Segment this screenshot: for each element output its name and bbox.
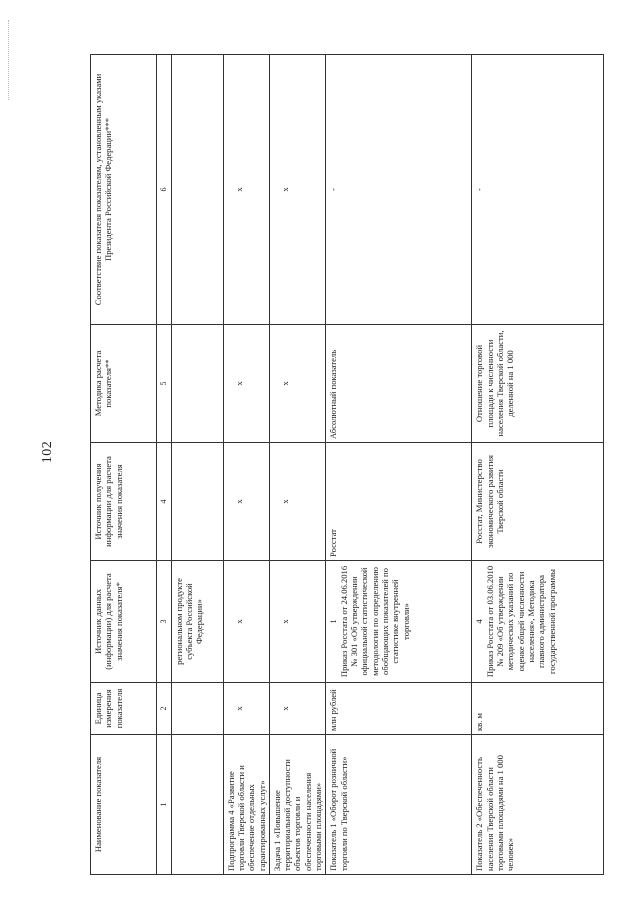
cell-source-text: Приказ Росстата от 24.06.2016 № 301 «Об утверждении официальной статистической методологии по определению обобщающих показателей по статистике внутренней торговли» (338, 565, 411, 678)
rotated-table-container (90, 55, 557, 875)
cell-mark: x (279, 499, 290, 504)
col-number: 3 (157, 561, 172, 683)
cell-mark: - (474, 188, 485, 191)
cell-data-source: региональном продукте субъекта Российской Федерации» (171, 561, 223, 683)
cell-compliance (171, 55, 223, 325)
col-number: 1 (157, 735, 172, 875)
cell-mark: x (233, 381, 244, 386)
header-indicator-name: Наименование показателя (91, 735, 157, 875)
cell-data-source (223, 561, 269, 683)
header-info-source: Источник получения информации для расчета значения показателя (91, 443, 157, 561)
header-data-source: Источник данных (информации) для расчета значения показателя* (91, 561, 157, 683)
scan-edge-mark (8, 20, 10, 100)
cell-compliance (269, 55, 326, 325)
cell-mark: x (233, 187, 244, 192)
col-number: 6 (157, 55, 172, 325)
cell-info-source (223, 443, 269, 561)
cell-info-source (269, 443, 326, 561)
cell-compliance (326, 55, 472, 325)
cell-mark: x (233, 499, 244, 504)
col-number: 5 (157, 325, 172, 443)
cell-source-number: 1 (328, 619, 339, 624)
cell-data-source (326, 561, 472, 683)
cell-method: Абсолютный показатель (326, 325, 472, 443)
table-row (171, 55, 223, 875)
cell-method: Отношение торговой площади к численности населения Тверской области, деленной на 1 000 (472, 325, 604, 443)
column-number-row (157, 55, 172, 875)
header-method: Методика расчета показателя** (91, 325, 157, 443)
cell-name: Показатель 1 «Оборот розничной торговли по Тверской области» (326, 735, 472, 875)
table-row (472, 55, 604, 875)
cell-compliance (223, 55, 269, 325)
header-unit: Единица измерения показателя (91, 683, 157, 735)
cell-unit (269, 683, 326, 735)
cell-info-source: Росстат, Министерство экономического развития Тверской области (472, 443, 604, 561)
table-row (326, 55, 472, 875)
cell-source-number: 4 (474, 619, 485, 624)
cell-info-source: Росстат (326, 443, 472, 561)
cell-mark: x (279, 619, 290, 624)
cell-data-source (472, 561, 604, 683)
cell-mark: x (233, 706, 244, 711)
cell-method (171, 325, 223, 443)
cell-info-source (171, 443, 223, 561)
cell-mark: x (279, 381, 290, 386)
indicators-table (90, 54, 604, 875)
header-presidential-compliance: Соответствие показателя показателям, установленным указами Президента Российской Федерации*** (91, 55, 157, 325)
cell-name: Задача 1 «Повышение территориальной доступности объектов торговли и обеспеченности населения торговыми площадями» (269, 735, 326, 875)
table-row (223, 55, 269, 875)
page-number: 102 (40, 440, 55, 464)
cell-name (171, 735, 223, 875)
col-number: 2 (157, 683, 172, 735)
cell-name: Подпрограмма 4 «Развитие торговли Тверской области и обеспечение отдельных гарантированных услуг» (223, 735, 269, 875)
cell-mark: x (279, 706, 290, 711)
cell-method (269, 325, 326, 443)
cell-source-text: Приказ Росстата от 03.06.2010 № 209 «Об утверждении методических указаний по оценке общей численности населения», Методика главного администратора государственной программы (484, 565, 557, 678)
col-number: 4 (157, 443, 172, 561)
cell-name: Показатель 2 «Обеспеченность населения Тверской области торговыми площадями на 1 000 человек» (472, 735, 604, 875)
table-row (269, 55, 326, 875)
cell-method (223, 325, 269, 443)
table-header-row (91, 55, 157, 875)
cell-unit: млн рублей (326, 683, 472, 735)
cell-compliance (472, 55, 604, 325)
cell-data-source (269, 561, 326, 683)
cell-mark: - (328, 188, 339, 191)
cell-unit: кв. м (472, 683, 604, 735)
cell-unit (223, 683, 269, 735)
cell-mark: x (233, 619, 244, 624)
cell-unit (171, 683, 223, 735)
cell-mark: x (279, 187, 290, 192)
